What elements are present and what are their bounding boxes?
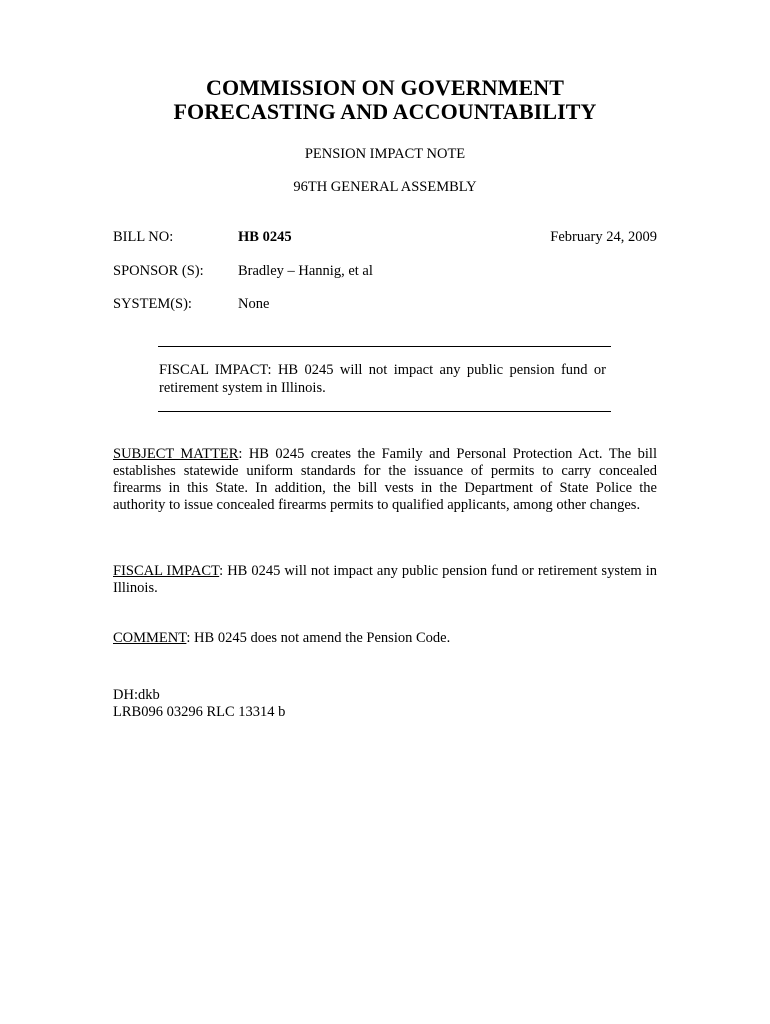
lrb-reference: LRB096 03296 RLC 13314 b — [113, 704, 286, 720]
subject-matter-section — [113, 446, 657, 514]
comment-section — [113, 630, 657, 647]
fiscal-impact-text: : HB 0245 will not impact any public pension fund or retirement system in Illinois. — [113, 563, 657, 596]
subject-matter-heading: SUBJECT MATTER — [113, 446, 239, 462]
sponsor-value: Bradley – Hannig, et al — [238, 263, 373, 279]
fiscal-impact-section — [113, 563, 657, 597]
fiscal-impact-heading: FISCAL IMPACT — [113, 563, 220, 579]
general-assembly: 96TH GENERAL ASSEMBLY — [293, 179, 477, 195]
sponsor-label: SPONSOR (S): — [113, 263, 204, 279]
system-value: None — [238, 296, 270, 312]
summary-box-top-rule — [158, 346, 611, 347]
comment-heading: COMMENT — [113, 630, 187, 646]
note-type: PENSION IMPACT NOTE — [304, 146, 466, 162]
author-initials: DH:dkb — [113, 687, 160, 703]
summary-box-bottom-rule — [158, 411, 611, 412]
commission-title-line1: COMMISSION ON GOVERNMENT — [205, 75, 565, 100]
system-label: SYSTEM(S): — [113, 296, 192, 312]
commission-title-line2: FORECASTING AND ACCOUNTABILITY — [173, 99, 597, 124]
bill-number-value: HB 0245 — [238, 229, 292, 245]
bill-number-label: BILL NO: — [113, 229, 174, 245]
subject-matter-text: : HB 0245 creates the Family and Personal Protection Act. The bill establishes statewide uniform standards for the issuance of permits to carry concealed firearms in this State. In addition, the bill vests in the Department of State Police the authority to issue concealed firearms permits to qualified applicants, among other changes. — [113, 446, 657, 513]
summary-box-text: FISCAL IMPACT: HB 0245 will not impact any public pension fund or retirement system in Illinois. — [159, 362, 606, 396]
comment-text: : HB 0245 does not amend the Pension Code. — [186, 630, 451, 646]
note-date: February 24, 2009 — [550, 229, 657, 245]
